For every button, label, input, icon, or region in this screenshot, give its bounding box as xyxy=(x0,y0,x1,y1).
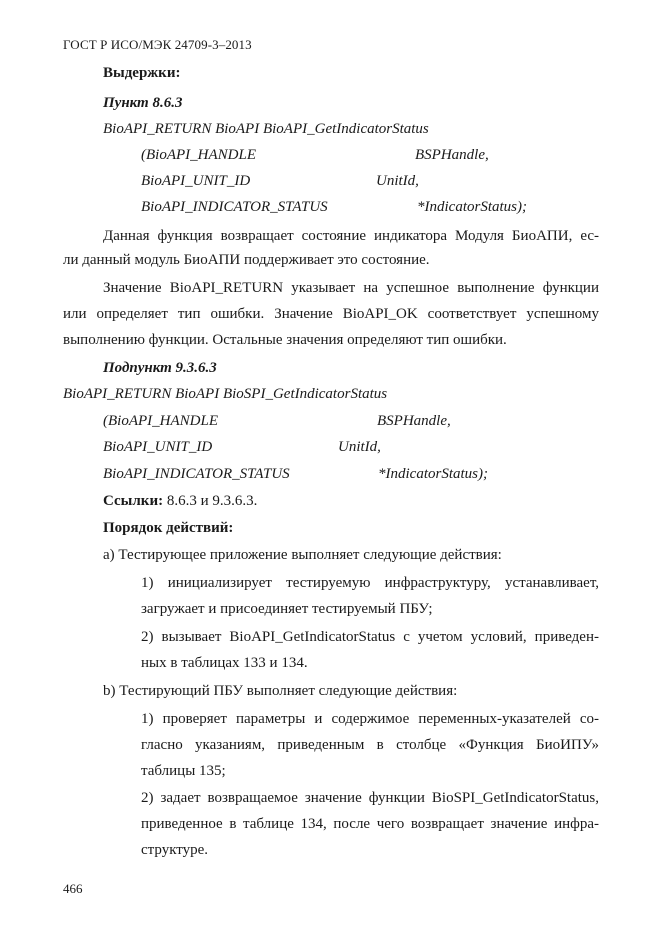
step-b-item-line: приведенное в таблице 134, после чего возвращает значение инфра- xyxy=(141,816,599,832)
document-header: ГОСТ Р ИСО/МЭК 24709-3–2013 xyxy=(63,37,252,52)
subclause-param-name: *IndicatorStatus); xyxy=(378,466,488,482)
clause-param-type: (BioAPI_HANDLE xyxy=(141,147,256,163)
page-number: 466 xyxy=(63,881,83,896)
step-b-item-line: гласно указаниям, приведенным в столбце «Функция БиоИПУ» xyxy=(141,737,599,753)
subclause-param-type: BioAPI_INDICATOR_STATUS xyxy=(103,466,290,482)
step-b-item-line: 1) проверяет параметры и содержимое переменных-указателей со- xyxy=(141,711,599,727)
procedure-label: Порядок действий: xyxy=(103,520,234,536)
references-line xyxy=(103,492,257,510)
step-b-item-line: структуре. xyxy=(141,842,209,858)
subclause-param-name: UnitId, xyxy=(338,439,381,455)
clause-param-type: BioAPI_INDICATOR_STATUS xyxy=(141,199,328,215)
excerpts-label: Выдержки: xyxy=(103,65,181,81)
clause-signature-line: BioAPI_RETURN BioAPI BioAPI_GetIndicatorStatus xyxy=(103,121,429,137)
step-a-title: а) Тестирующее приложение выполняет следующие действия: xyxy=(103,547,502,563)
clause-label: Пункт 8.6.3 xyxy=(103,95,183,111)
return-line: выполнению функции. Остальные значения определяют тип ошибки. xyxy=(63,332,507,348)
step-b-title: b) Тестирующий ПБУ выполняет следующие действия: xyxy=(103,683,458,699)
clause-param-name: UnitId, xyxy=(376,173,419,189)
description-line: Данная функция возвращает состояние индикатора Модуля БиоАПИ, ес- xyxy=(103,228,599,244)
step-a-item-line: 2) вызывает BioAPI_GetIndicatorStatus с учетом условий, приведен- xyxy=(141,629,599,645)
description-line: ли данный модуль БиоАПИ поддерживает это состояние. xyxy=(63,252,430,268)
clause-param-name: BSPHandle, xyxy=(415,147,489,163)
return-line: или определяет тип ошибки. Значение BioAPI_OK соответствует успешному xyxy=(63,306,599,322)
subclause-param-name: BSPHandle, xyxy=(377,413,451,429)
clause-param-name: *IndicatorStatus); xyxy=(417,199,527,215)
subclause-label: Подпункт 9.3.6.3 xyxy=(103,360,217,376)
references-label: Ссылки: xyxy=(103,493,164,509)
subclause-signature-line: BioAPI_RETURN BioAPI BioSPI_GetIndicatorStatus xyxy=(63,386,388,402)
step-a-item-line: ных в таблицах 133 и 134. xyxy=(141,655,308,671)
step-b-item-line: таблицы 135; xyxy=(141,763,226,779)
step-a-item-line: 1) инициализирует тестируемую инфраструктуру, устанавливает, xyxy=(141,575,599,591)
subclause-param-type: BioAPI_UNIT_ID xyxy=(103,439,213,455)
references-value: 8.6.3 и 9.3.6.3. xyxy=(163,493,258,509)
step-b-item-line: 2) задает возвращаемое значение функции BioSPI_GetIndicatorStatus, xyxy=(141,790,599,806)
return-line: Значение BioAPI_RETURN указывает на успешное выполнение функции xyxy=(103,280,599,296)
step-a-item-line: загружает и присоединяет тестируемый ПБУ; xyxy=(141,601,433,617)
clause-param-type: BioAPI_UNIT_ID xyxy=(141,173,251,189)
subclause-param-type: (BioAPI_HANDLE xyxy=(103,413,218,429)
